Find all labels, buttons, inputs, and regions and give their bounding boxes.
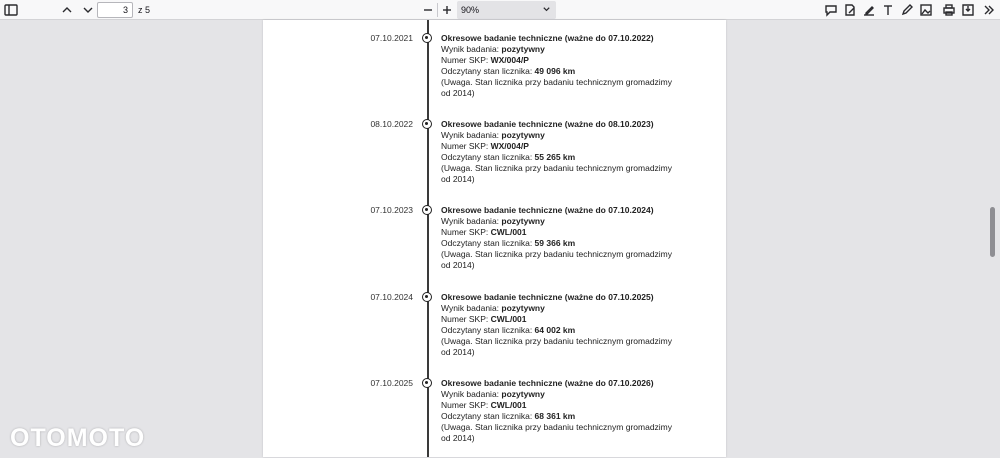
skp-label: Numer SKP: [441,141,491,151]
skp-value: CWL/001 [490,227,527,237]
entry-note: (Uwaga. Stan licznika przy badaniu technicznym gromadzimy od 2014) [441,163,673,184]
image-icon[interactable] [917,1,935,19]
entry-title: Okresowe badanie techniczne (ważne do 07.10.2025) [441,292,654,302]
odometer-value: 49 096 km [534,66,576,76]
highlight-icon[interactable] [860,1,878,19]
odometer-label: Odczytany stan licznika: [441,411,535,421]
entry-title: Okresowe badanie techniczne (ważne do 08.10.2023) [441,119,654,129]
odometer-label: Odczytany stan licznika: [441,238,535,248]
timeline-entry [263,33,726,113]
entry-date: 07.10.2024 [370,292,413,302]
result-value: pozytywny [501,389,545,399]
skp-value: CWL/001 [490,400,527,410]
skp-label: Numer SKP: [441,55,491,65]
skp-value: WX/004/P [490,55,529,65]
entry-note: (Uwaga. Stan licznika przy badaniu technicznym gromadzimy od 2014) [441,422,673,443]
entry-details [441,119,681,185]
result-label: Wynik badania: [441,303,502,313]
timeline-dot-icon [422,205,432,215]
odometer-value: 59 366 km [534,238,576,248]
result-value: pozytywny [501,130,545,140]
comment-icon[interactable] [822,1,840,19]
draw-icon[interactable] [898,1,916,19]
result-label: Wynik badania: [441,389,502,399]
print-icon[interactable] [940,1,958,19]
previous-page-icon[interactable] [58,1,76,19]
entry-title: Okresowe badanie techniczne (ważne do 07.10.2024) [441,205,654,215]
entry-details [441,33,681,99]
zoom-value: 90% [461,5,480,15]
skp-value: CWL/001 [490,314,527,324]
odometer-label: Odczytany stan licznika: [441,66,535,76]
odometer-label: Odczytany stan licznika: [441,152,535,162]
timeline-dot-icon [422,119,432,129]
timeline-entry [263,119,726,199]
odometer-value: 55 265 km [534,152,576,162]
entry-title: Okresowe badanie techniczne (ważne do 07.10.2026) [441,378,654,388]
save-icon[interactable] [959,1,977,19]
vertical-scrollbar[interactable] [990,207,995,257]
odometer-label: Odczytany stan licznika: [441,325,535,335]
timeline-entry [263,292,726,372]
next-page-icon[interactable] [79,1,97,19]
entry-note: (Uwaga. Stan licznika przy badaniu technicznym gromadzimy od 2014) [441,249,673,270]
more-tools-icon[interactable] [980,1,998,19]
chevron-down-icon [542,5,551,16]
result-label: Wynik badania: [441,130,502,140]
entry-date: 07.10.2021 [370,33,413,43]
entry-note: (Uwaga. Stan licznika przy badaniu technicznym gromadzimy od 2014) [441,77,673,98]
entry-details [441,292,681,358]
timeline-dot-icon [422,292,432,302]
zoom-in-icon[interactable] [438,1,456,19]
text-icon[interactable] [879,1,897,19]
skp-label: Numer SKP: [441,400,491,410]
zoom-out-icon[interactable] [419,1,437,19]
entry-date: 07.10.2023 [370,205,413,215]
entry-date: 07.10.2025 [370,378,413,388]
odometer-value: 68 361 km [534,411,576,421]
sidebar-toggle-icon[interactable] [2,1,20,19]
entry-details [441,205,681,271]
result-value: pozytywny [501,44,545,54]
entry-date: 08.10.2022 [370,119,413,129]
page-number-input[interactable] [97,2,133,18]
skp-label: Numer SKP: [441,314,491,324]
timeline-dot-icon [422,378,432,388]
signature-icon[interactable] [841,1,859,19]
entry-note: (Uwaga. Stan licznika przy badaniu technicznym gromadzimy od 2014) [441,336,673,357]
skp-value: WX/004/P [490,141,529,151]
result-label: Wynik badania: [441,44,502,54]
result-value: pozytywny [501,303,545,313]
result-label: Wynik badania: [441,216,502,226]
entry-title: Okresowe badanie techniczne (ważne do 07.10.2022) [441,33,654,43]
entry-details [441,378,681,444]
timeline-dot-icon [422,33,432,43]
pdf-toolbar [0,0,1000,20]
zoom-select[interactable] [457,1,556,19]
page-total-label: z 5 [138,5,151,15]
skp-label: Numer SKP: [441,227,491,237]
otomoto-watermark: OTOMOTO [10,424,146,452]
timeline-entry [263,378,726,458]
timeline-entry [263,205,726,285]
odometer-value: 64 002 km [534,325,576,335]
result-value: pozytywny [501,216,545,226]
